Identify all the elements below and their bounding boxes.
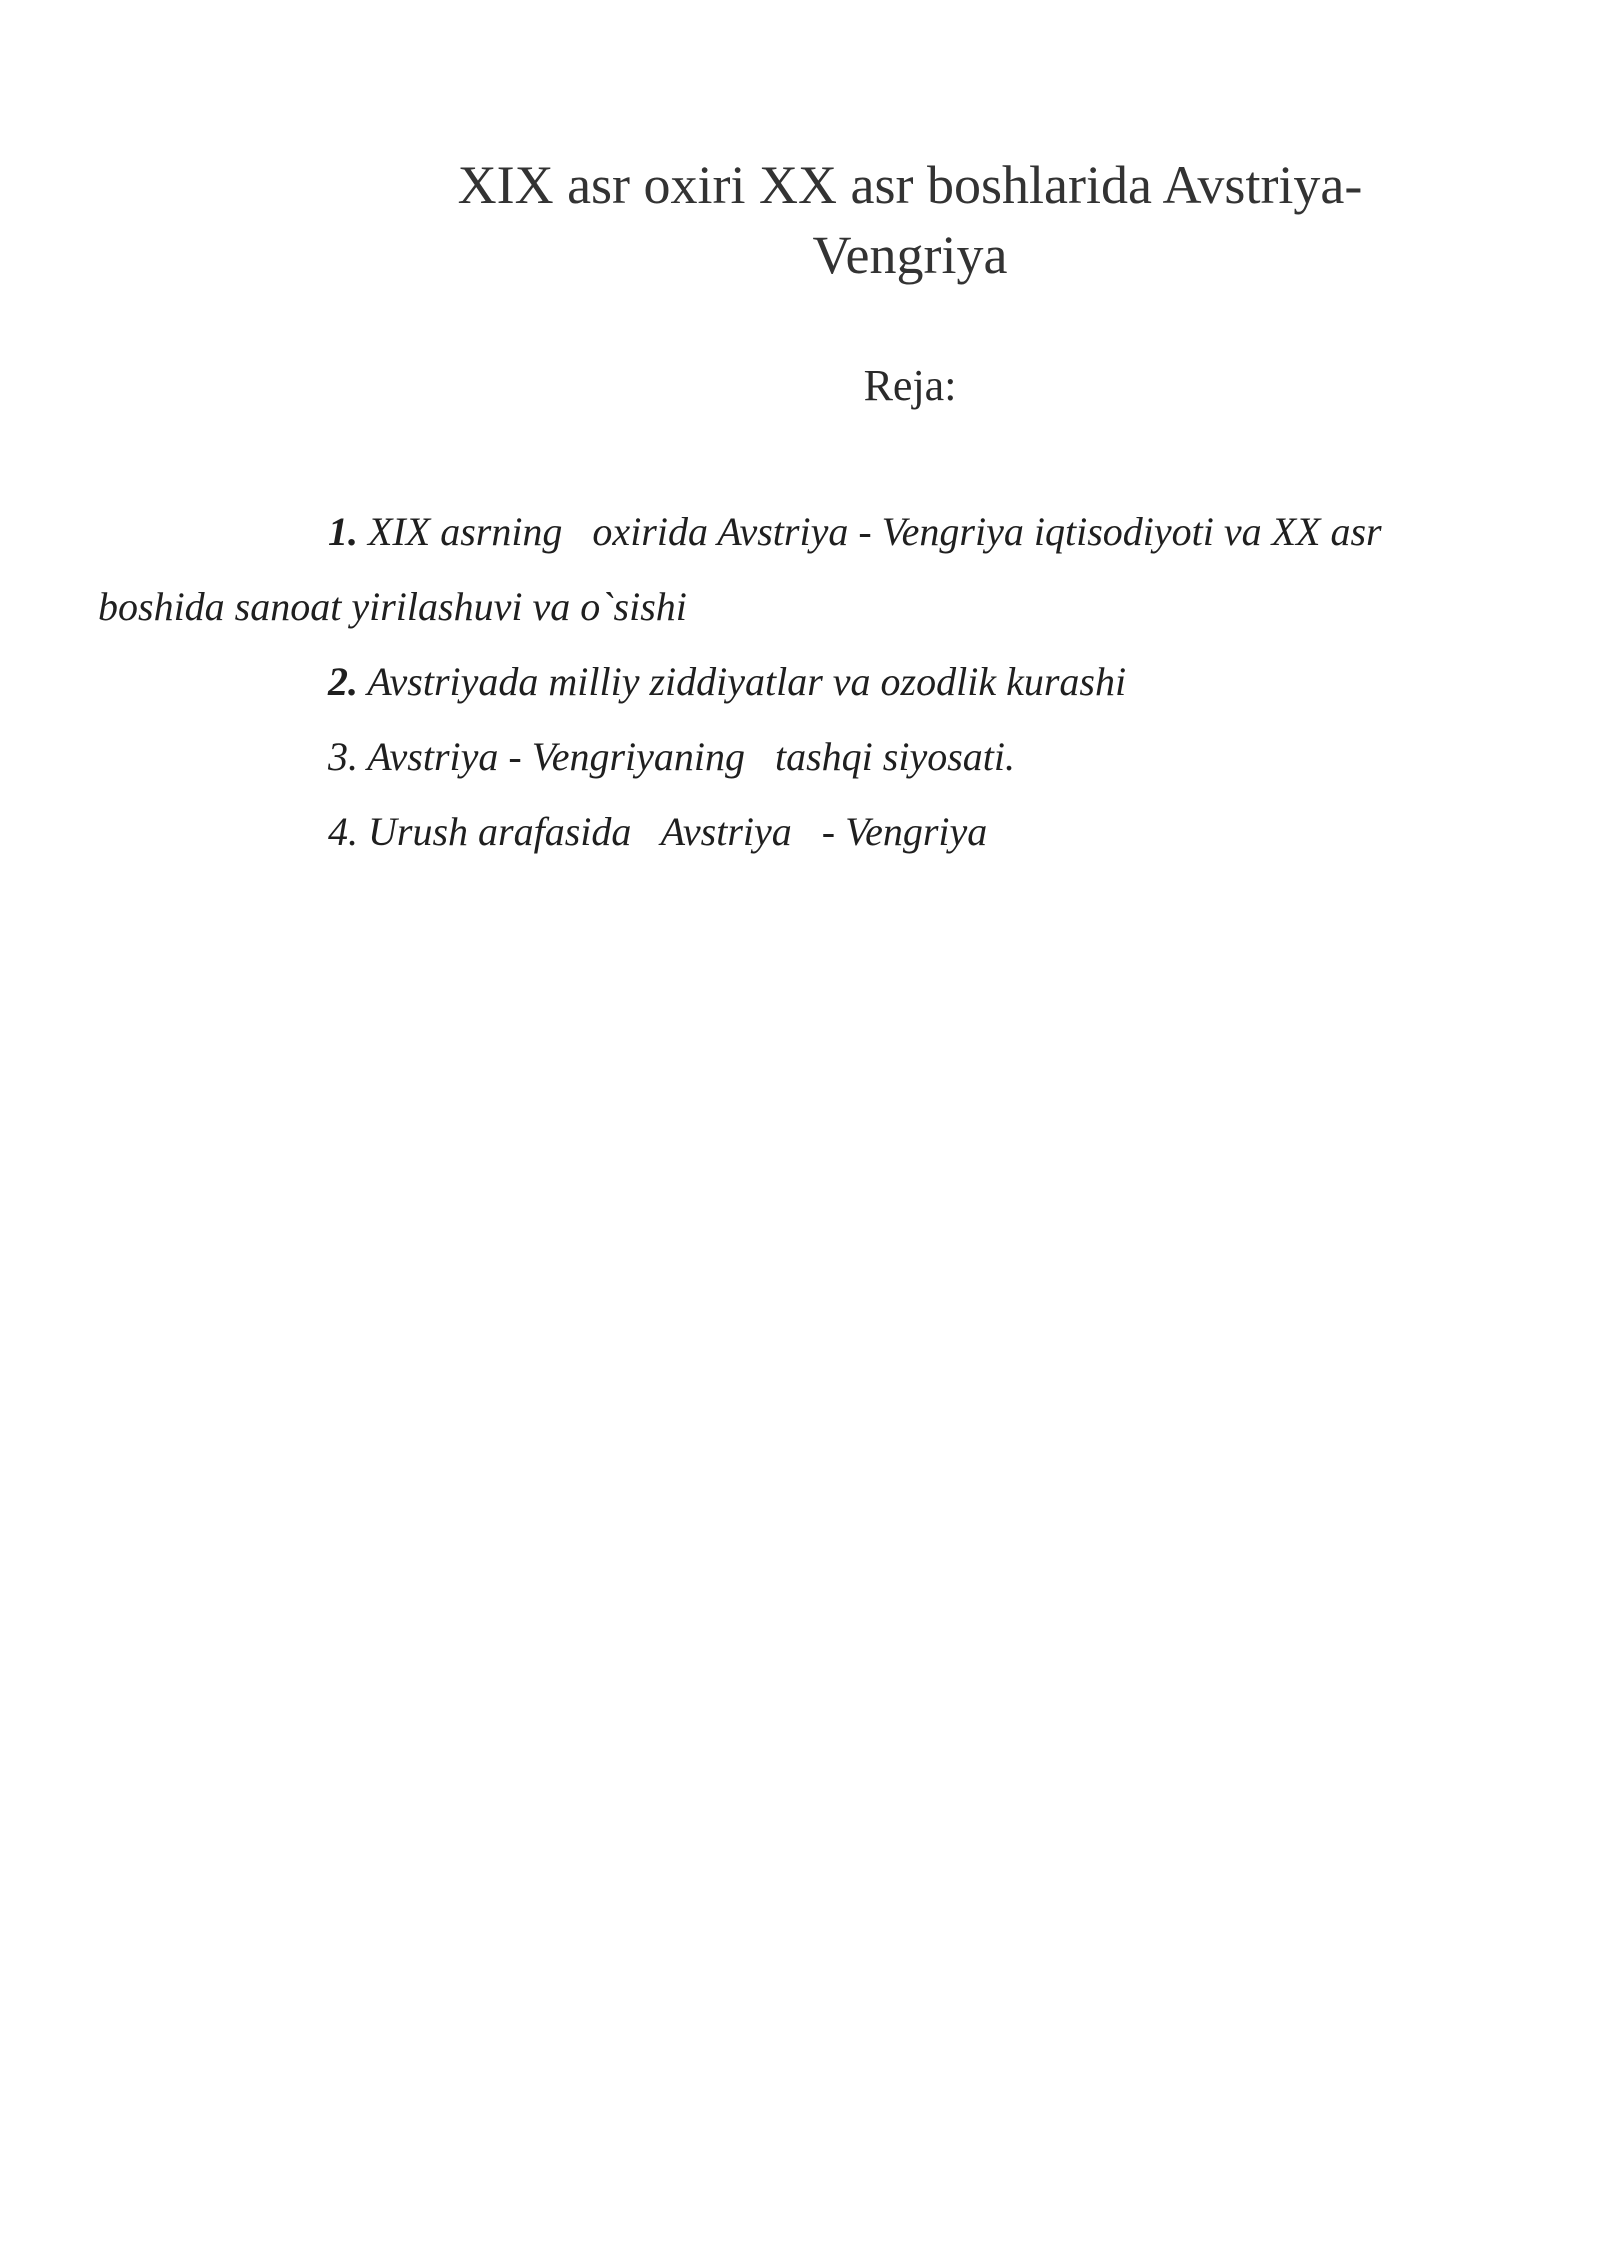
- plan-item-1-line-1: [228, 494, 1518, 569]
- plan-item-3: [228, 719, 1518, 794]
- plan-item-2-text: Avstriyada milliy ziddiyatlar va ozodlik kurashi: [358, 659, 1127, 704]
- plan-item-2: [228, 644, 1518, 719]
- plan-item-3-line-1: [228, 719, 1518, 794]
- document-title-line-2: Vengriya: [812, 225, 1008, 285]
- plan-item-3-number: 3.: [328, 734, 358, 779]
- plan-item-4-number: 4.: [328, 809, 358, 854]
- plan-heading: Reja:: [863, 361, 957, 410]
- plan-item-1-line-2: boshida sanoat yirilashuvi va o`sishi: [98, 584, 687, 629]
- plan-item-4-text: Urush arafasida Avstriya - Vengriya: [358, 809, 988, 854]
- plan-list: [98, 494, 1518, 869]
- plan-item-2-number: 2.: [328, 659, 358, 704]
- plan-item-1: [98, 494, 1518, 644]
- plan-item-4: [228, 794, 1518, 869]
- plan-item-1-number: 1.: [328, 509, 358, 554]
- plan-item-2-line-1: [228, 644, 1518, 719]
- document-title: [330, 150, 1490, 290]
- document-title-line-1: XIX asr oxiri XX asr boshlarida Avstriya-: [457, 155, 1363, 215]
- plan-item-3-text: Avstriya - Vengriyaning tashqi siyosati.: [358, 734, 1016, 779]
- plan-item-4-line-1: [228, 794, 1518, 869]
- plan-item-1-text: XIX asrning oxirida Avstriya - Vengriya iqtisodiyoti va XX asr: [358, 509, 1382, 554]
